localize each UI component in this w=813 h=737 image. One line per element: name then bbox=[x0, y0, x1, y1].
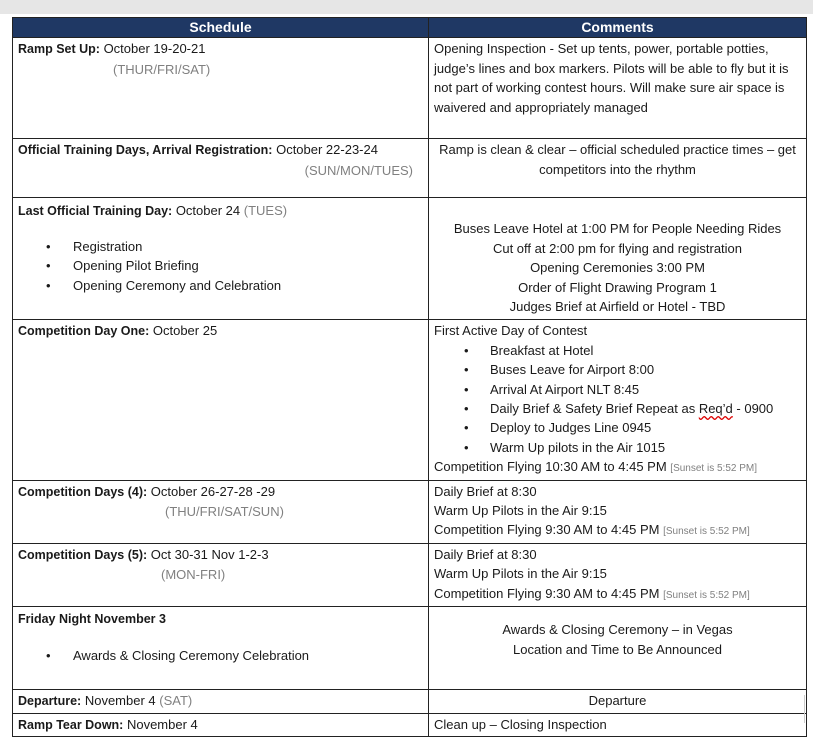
bullet-list bbox=[18, 237, 423, 295]
schedule-table bbox=[12, 17, 807, 737]
comment-line: Daily Brief at 8:30 bbox=[434, 483, 537, 499]
schedule-cell bbox=[13, 607, 429, 690]
row-label: Friday Night November 3 bbox=[18, 612, 166, 627]
row-label: Ramp Tear Down: bbox=[18, 717, 124, 732]
list-item: • Opening Ceremony and Celebration bbox=[18, 276, 423, 295]
row-dates: October 25 bbox=[149, 323, 218, 339]
row-label: Competition Days (4): bbox=[18, 484, 148, 499]
table-row bbox=[13, 690, 807, 713]
comment-cell bbox=[429, 198, 807, 320]
table-row bbox=[13, 198, 807, 320]
flying-text: Competition Flying 9:30 AM to 4:45 PM bbox=[434, 522, 664, 538]
comment-cell bbox=[429, 38, 807, 139]
comments-header: Comments bbox=[429, 18, 807, 38]
comment-line: Warm Up Pilots in the Air 9:15 bbox=[434, 503, 607, 519]
comment-cell bbox=[429, 690, 807, 713]
list-item: • Buses Leave for Airport 8:00 bbox=[434, 360, 801, 379]
row-label: Departure: bbox=[18, 694, 82, 709]
table-row bbox=[13, 38, 807, 139]
comment-line: Location and Time to Be Announced bbox=[513, 641, 722, 657]
flying-text: Competition Flying 9:30 AM to 4:45 PM bbox=[434, 585, 664, 601]
comment-cell bbox=[429, 713, 807, 736]
comment-line: First Active Day of Contest bbox=[434, 323, 588, 339]
schedule-cell bbox=[13, 480, 429, 543]
list-item: • Arrival At Airport NLT 8:45 bbox=[434, 380, 801, 399]
comment-line: Daily Brief at 8:30 bbox=[434, 546, 537, 562]
comment-text: Clean up – Closing Inspection bbox=[434, 716, 607, 732]
comment-text: Opening Inspection - Set up tents, power, portable potties, judge’s lines and box markers. Pilots will be able to fly but it is not part of working contest hours. Will make sure air space is waivered and appropriately managed bbox=[434, 41, 789, 115]
row-days: (THU/FRI/SAT/SUN) bbox=[165, 504, 284, 520]
row-days: (SAT) bbox=[159, 693, 193, 709]
row-dates: October 19-20-21 bbox=[99, 41, 206, 57]
comment-cell bbox=[429, 480, 807, 543]
schedule-cell bbox=[13, 320, 429, 480]
row-label: Ramp Set Up: bbox=[18, 42, 100, 57]
list-item: • Opening Pilot Briefing bbox=[18, 256, 423, 275]
spellcheck-word: Req’d bbox=[698, 401, 733, 417]
schedule-cell bbox=[13, 690, 429, 713]
comment-line: Judges Brief at Airfield or Hotel - TBD bbox=[509, 299, 726, 315]
list-item bbox=[434, 399, 801, 418]
row-days: (MON-FRI) bbox=[161, 567, 226, 583]
sunset-note: [Sunset is 5:52 PM] bbox=[670, 463, 758, 475]
sunset-note: [Sunset is 5:52 PM] bbox=[663, 589, 750, 601]
row-dates: October 26-27-28 -29 bbox=[147, 483, 276, 499]
list-item: • Deploy to Judges Line 0945 bbox=[434, 418, 801, 437]
row-label: Competition Day One: bbox=[18, 324, 150, 339]
comment-cell bbox=[429, 607, 807, 690]
table-row bbox=[13, 543, 807, 606]
comment-line: Cut off at 2:00 pm for flying and registration bbox=[492, 240, 743, 256]
list-item: • Awards & Closing Ceremony Celebration bbox=[18, 646, 423, 665]
header-row bbox=[13, 18, 807, 38]
row-label: Competition Days (5): bbox=[18, 547, 148, 562]
schedule-cell bbox=[13, 139, 429, 198]
brief-text: Daily Brief & Safety Brief Repeat as bbox=[490, 401, 699, 417]
sunset-note: [Sunset is 5:52 PM] bbox=[663, 526, 750, 538]
list-item: • Breakfast at Hotel bbox=[434, 341, 801, 360]
row-dates: October 22-23-24 bbox=[272, 142, 378, 158]
comment-cell bbox=[429, 543, 807, 606]
bullet-list bbox=[18, 646, 423, 665]
comment-line: Awards & Closing Ceremony – in Vegas bbox=[502, 622, 733, 638]
bullet-list bbox=[434, 341, 801, 457]
list-item: • Warm Up pilots in the Air 1015 bbox=[434, 438, 801, 457]
table-row bbox=[13, 320, 807, 480]
comment-line bbox=[434, 584, 801, 605]
brief-time: - 0900 bbox=[732, 401, 774, 417]
comment-cell bbox=[429, 139, 807, 198]
top-strip bbox=[0, 0, 813, 14]
schedule-cell bbox=[13, 198, 429, 320]
row-label: Last Official Training Day: bbox=[18, 204, 173, 219]
schedule-cell bbox=[13, 38, 429, 139]
comment-text: Ramp is clean & clear – official scheduled practice times – get competitors into the rhythm bbox=[439, 142, 796, 177]
schedule-cell bbox=[13, 543, 429, 606]
list-item: • Registration bbox=[18, 237, 423, 256]
comment-text: Departure bbox=[588, 693, 647, 709]
comment-line: Buses Leave Hotel at 1:00 PM for People Needing Rides bbox=[453, 221, 782, 237]
table-row bbox=[13, 480, 807, 543]
table-row bbox=[13, 713, 807, 736]
comment-line: Order of Flight Drawing Program 1 bbox=[518, 279, 717, 295]
row-days: (SUN/MON/TUES) bbox=[304, 162, 413, 178]
row-dates: Oct 30-31 Nov 1-2-3 bbox=[147, 546, 269, 562]
comment-line: Opening Ceremonies 3:00 PM bbox=[530, 260, 705, 276]
row-dates: October 24 bbox=[172, 203, 244, 219]
schedule-header: Schedule bbox=[13, 18, 429, 38]
flying-text: Competition Flying 10:30 AM to 4:45 PM bbox=[434, 459, 671, 475]
table-row bbox=[13, 607, 807, 690]
row-dates: November 4 bbox=[123, 716, 198, 732]
row-label: Official Training Days, Arrival Registration: bbox=[18, 143, 273, 158]
row-days: (THUR/FRI/SAT) bbox=[113, 61, 211, 77]
table-row bbox=[13, 139, 807, 198]
page-edge bbox=[804, 695, 805, 723]
row-dates: November 4 bbox=[81, 693, 160, 709]
comment-line: Warm Up Pilots in the Air 9:15 bbox=[434, 566, 607, 582]
comment-line bbox=[434, 457, 801, 478]
comment-line bbox=[434, 520, 801, 541]
comment-cell bbox=[429, 320, 807, 480]
schedule-cell bbox=[13, 713, 429, 736]
row-days: (TUES) bbox=[243, 203, 288, 219]
